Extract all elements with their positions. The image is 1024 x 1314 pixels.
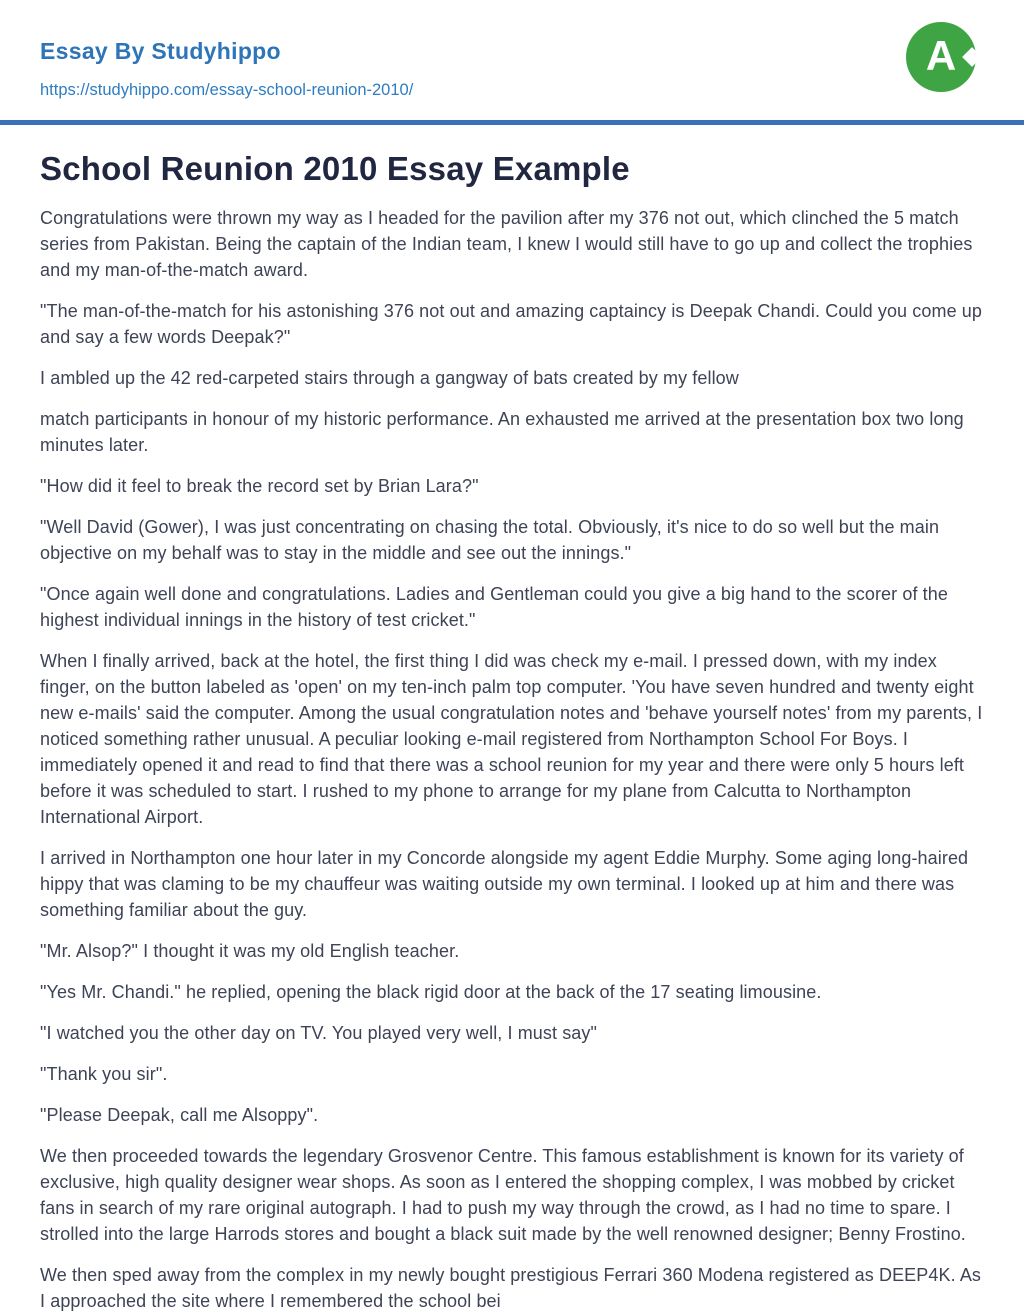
essay-paragraph: We then proceeded towards the legendary Grosvenor Centre. This famous establishment is known for its variety of exclusive, high quality designer wear shops. As soon as I entered the shopping complex, I was mobbed by cricket fans in search of my rare original autograph. I had to push my way through the crowd, as I had no time to spare. I strolled into the large Harrods stores and bought a black suit made by the well renowned designer; Benny Frostino. (40, 1146, 966, 1244)
essay-paragraph: match participants in honour of my historic performance. An exhausted me arrived at the presentation box two long minutes later. (40, 409, 964, 455)
essay-paragraph: "Mr. Alsop?" I thought it was my old English teacher. (40, 941, 460, 961)
essay-paragraph: We then sped away from the complex in my newly bought prestigious Ferrari 360 Modena registered as DEEP4K. As I approached the site where I remembered the school bei (40, 1265, 982, 1311)
studyhippo-logo[interactable] (906, 22, 976, 92)
essay-paragraph: "Once again well done and congratulations. Ladies and Gentleman could you give a big hand to the scorer of the highest individual innings in the history of test cricket." (40, 584, 948, 630)
essay-paragraph: When I finally arrived, back at the hotel, the first thing I did was check my e-mail. I pressed down, with my index finger, on the button labeled as 'open' on my ten-inch palm top computer. 'You have seven hundred and twenty eight new e-mails' said the computer. Among the usual congratulation notes and 'behave yourself notes' from my parents, I noticed something rather unusual. A peculiar looking e-mail registered from Northampton School For Boys. I immediately opened it and read to find that there was a school reunion for my year and there were only 5 hours left before it was scheduled to start. I rushed to my phone to arrange for my plane from Calcutta to Northampton International Airport. (40, 651, 983, 827)
page-title: School Reunion 2010 Essay Example (40, 150, 630, 187)
essay-paragraph: "Please Deepak, call me Alsoppy". (40, 1105, 319, 1125)
essay-paragraph: "Thank you sir". (40, 1064, 168, 1084)
essay-paragraph: "How did it feel to break the record set by Brian Lara?" (40, 476, 479, 496)
essay-paragraph: I arrived in Northampton one hour later in my Concorde alongside my agent Eddie Murphy. Some aging long-haired hippy that was claming to be my chauffeur was waiting outside my own terminal. I looked up at him and there was something familiar about the guy. (40, 848, 969, 920)
essay-paragraph: "Well David (Gower), I was just concentrating on chasing the total. Obviously, it's nice to do so well but the main objective on my behalf was to stay in the middle and see out the innings." (40, 517, 940, 563)
site-title: Essay By Studyhippo (40, 38, 281, 64)
article-url-link[interactable]: https://studyhippo.com/essay-school-reunion-2010/ (40, 81, 414, 99)
essay-paragraph: Congratulations were thrown my way as I headed for the pavilion after my 376 not out, which clinched the 5 match series from Pakistan. Being the captain of the Indian team, I knew I would still have to go up and collect the trophies and my man-of-the-match award. (40, 208, 973, 280)
essay-paragraph: "I watched you the other day on TV. You played very well, I must say" (40, 1023, 597, 1043)
logo-letter-icon: A (925, 32, 957, 79)
essay-paragraph: "The man-of-the-match for his astonishing 376 not out and amazing captaincy is Deepak Chandi. Could you come up and say a few words Deepak?" (40, 301, 983, 347)
essay-article (0, 125, 1024, 1314)
essay-paragraph: "Yes Mr. Chandi." he replied, opening the black rigid door at the back of the 17 seating limousine. (40, 982, 822, 1002)
essay-paragraph: I ambled up the 42 red-carpeted stairs through a gangway of bats created by my fellow (40, 368, 739, 388)
site-header (0, 0, 1024, 125)
